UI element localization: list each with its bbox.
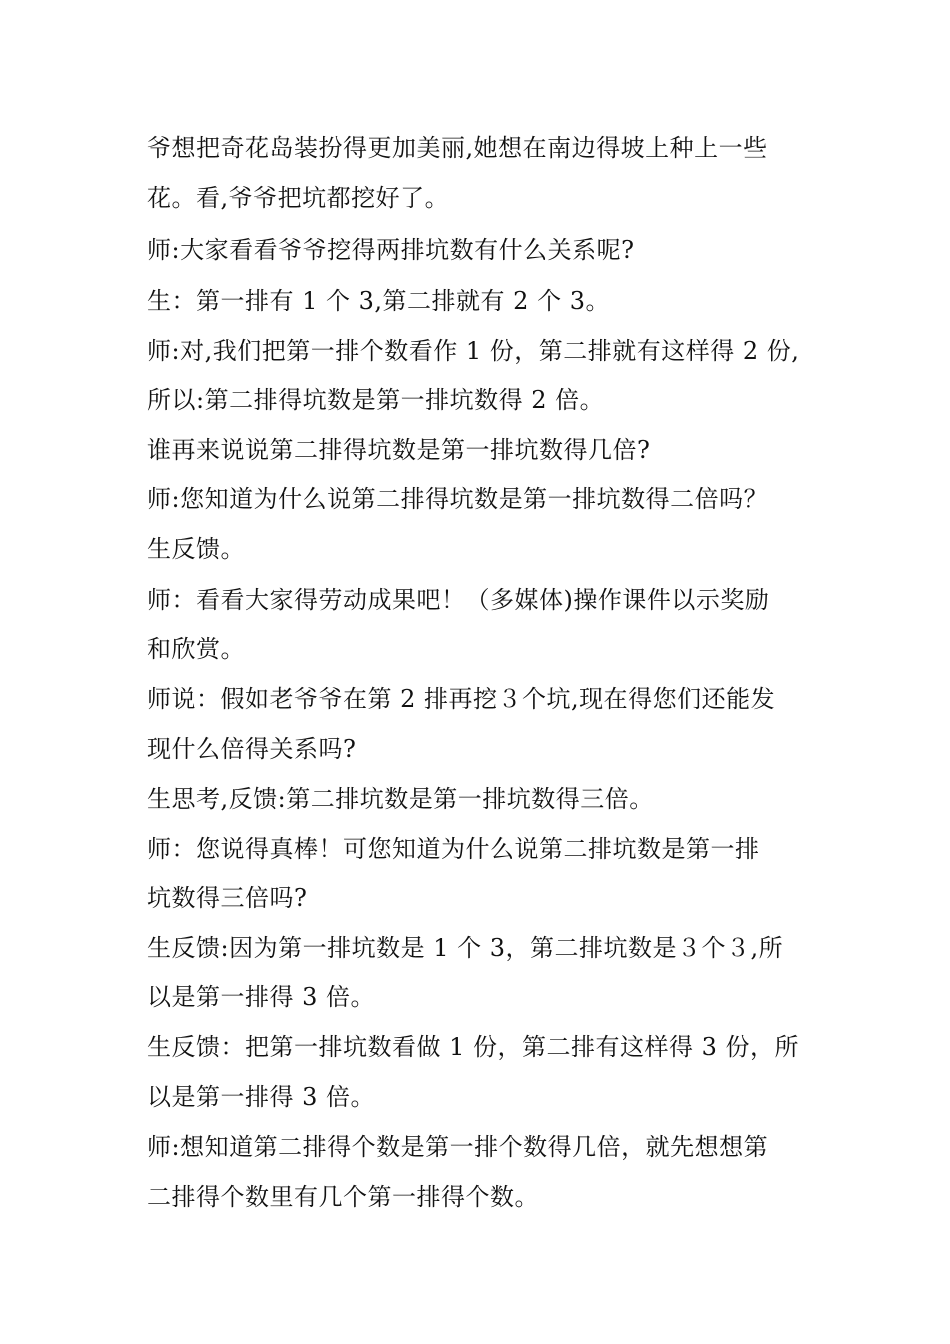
text-line: 现什么倍得关系吗? bbox=[147, 735, 357, 763]
text-line: 爷想把奇花岛装扮得更加美丽,她想在南边得坡上种上一些 bbox=[147, 134, 768, 162]
text-line: 生反馈:因为第一排坑数是 1 个 3，第二排坑数是３个３,所 bbox=[147, 934, 784, 962]
text-line: 师：看看大家得劳动成果吧！（多媒体)操作课件以示奖励 bbox=[147, 586, 770, 614]
text-line: 所以:第二排得坑数是第一排坑数得 2 倍。 bbox=[147, 386, 605, 414]
text-line: 师:想知道第二排得个数是第一排个数得几倍，就先想想第 bbox=[147, 1133, 769, 1161]
text-line: 师:对,我们把第一排个数看作 1 份，第二排就有这样得 2 份, bbox=[147, 337, 800, 365]
text-line: 以是第一排得 3 倍。 bbox=[147, 983, 376, 1011]
text-line: 生思考,反馈:第二排坑数是第一排坑数得三倍。 bbox=[147, 785, 654, 813]
text-line: 以是第一排得 3 倍。 bbox=[147, 1083, 376, 1111]
text-line: 和欣赏。 bbox=[147, 635, 245, 663]
text-line: 坑数得三倍吗? bbox=[147, 884, 308, 912]
text-line: 师说：假如老爷爷在第 2 排再挖３个坑,现在得您们还能发 bbox=[147, 685, 776, 713]
text-line: 谁再来说说第二排得坑数是第一排坑数得几倍? bbox=[147, 436, 651, 464]
text-line: 花。看,爷爷把坑都挖好了。 bbox=[147, 184, 450, 212]
text-line: 生反馈：把第一排坑数看做 1 份，第二排有这样得 3 份，所 bbox=[147, 1033, 800, 1061]
text-line: 生：第一排有 1 个 3,第二排就有 2 个 3。 bbox=[147, 287, 610, 315]
text-line: 生反馈。 bbox=[147, 535, 245, 563]
text-line: 师：您说得真棒！可您知道为什么说第二排坑数是第一排 bbox=[147, 835, 760, 863]
text-line: 二排得个数里有几个第一排得个数。 bbox=[147, 1183, 539, 1211]
text-line: 师:大家看看爷爷挖得两排坑数有什么关系呢? bbox=[147, 236, 635, 264]
text-line: 师:您知道为什么说第二排得坑数是第一排坑数得二倍吗？ bbox=[147, 485, 769, 513]
